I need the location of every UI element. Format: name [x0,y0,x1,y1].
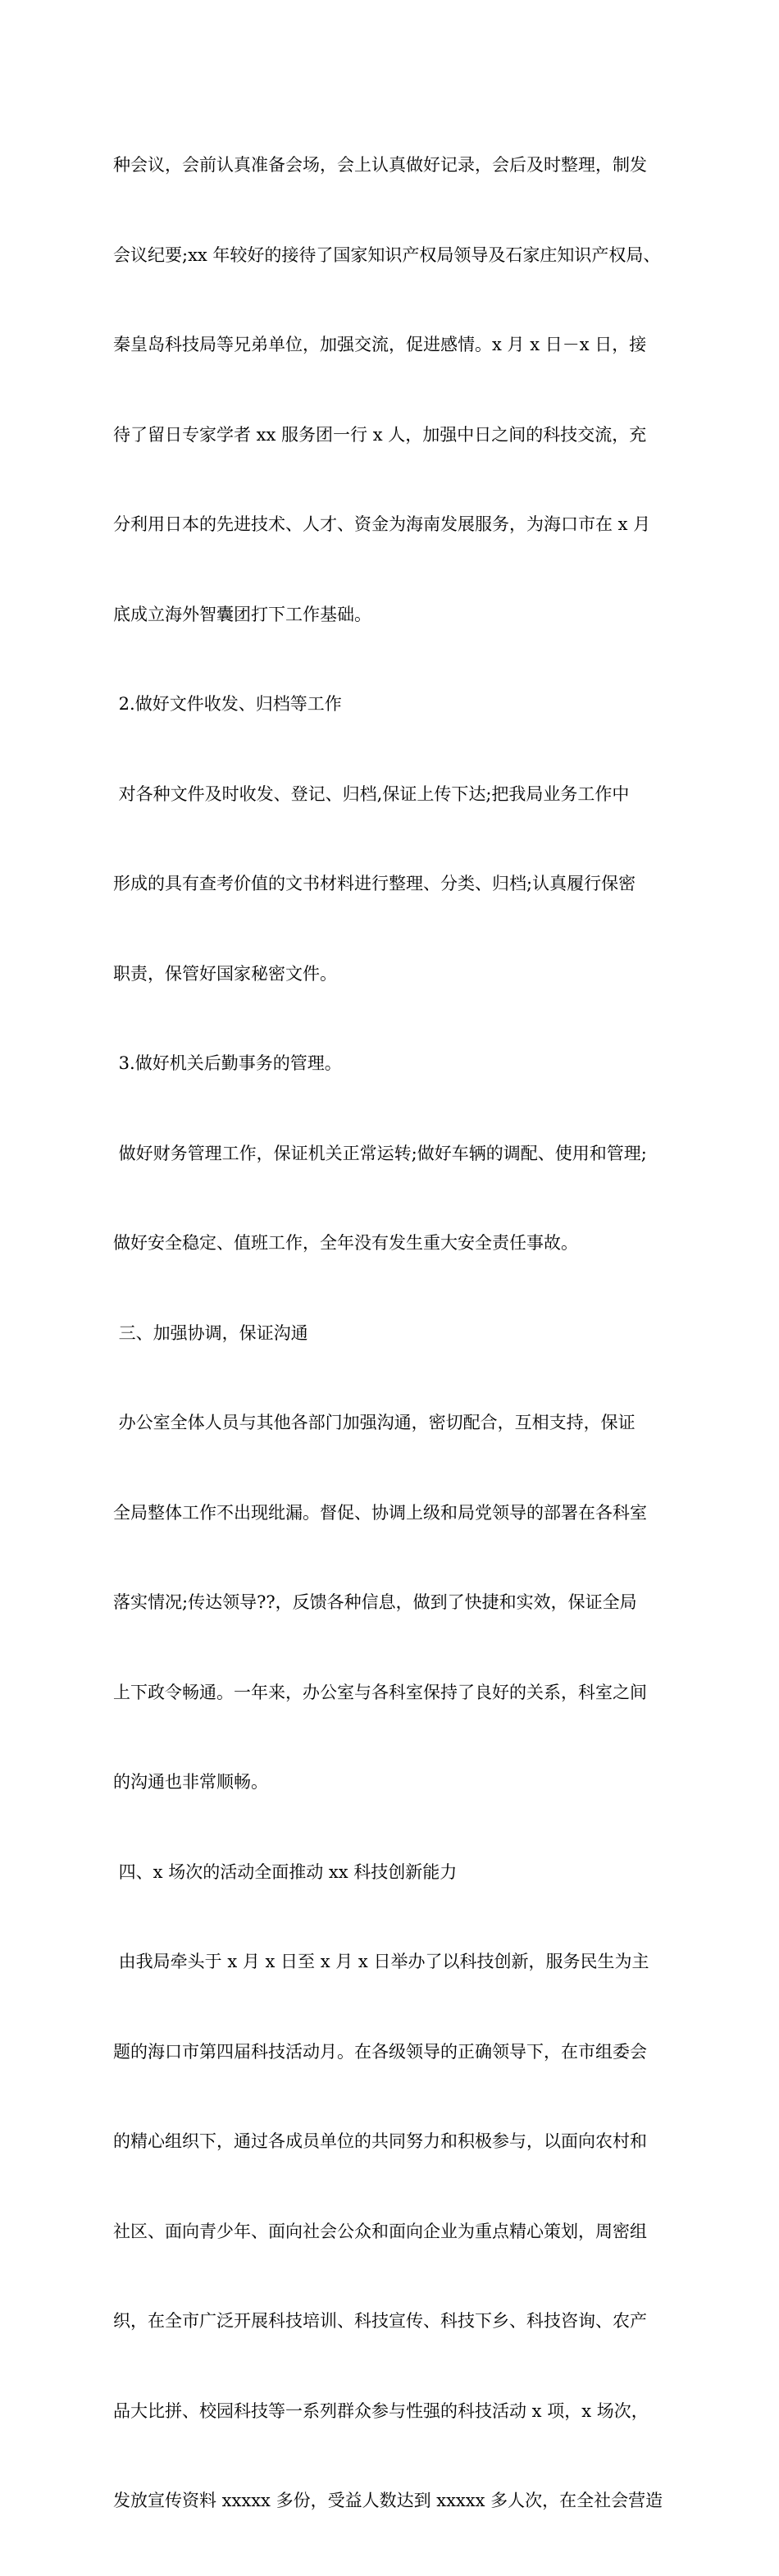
section-heading: 3.做好机关后勤事务的管理。 [113,1053,342,1073]
text-line: 社区、面向青少年、面向社会公众和面向企业为重点精心策划，周密组 [113,2221,647,2241]
section-heading: 2.做好文件收发、归档等工作 [113,694,342,714]
text-line: 对各种文件及时收发、登记、归档,保证上传下达;把我局业务工作中 [113,783,630,804]
text-line: 做好安全稳定、值班工作，全年没有发生重大安全责任事故。 [113,1233,578,1253]
text-line: 秦皇岛科技局等兄弟单位，加强交流，促进感情。x 月 x 日－x 日，接 [113,335,647,354]
text-line: 办公室全体人员与其他各部门加强沟通，密切配合，互相支持，保证 [113,1413,636,1432]
text-line: 织，在全市广泛开展科技培训、科技宣传、科技下乡、科技咨询、农产 [113,2311,647,2331]
text-line: 职责，保管好国家秘密文件。 [113,963,337,984]
text-line: 分利用日本的先进技术、人才、资金为海南发展服务，为海口市在 x 月 [113,514,651,534]
section-heading: 四、x 场次的活动全面推动 xx 科技创新能力 [113,1861,458,1882]
text-line: 全局整体工作不出现纰漏。督促、协调上级和局党领导的部署在各科室 [113,1502,647,1523]
text-line: 落实情况;传达领导??，反馈各种信息，做到了快捷和实效，保证全局 [113,1592,637,1612]
text-line: 种会议，会前认真准备会场，会上认真做好记录，会后及时整理，制发 [113,155,647,175]
text-line: 会议纪要;xx 年较好的接待了国家知识产权局领导及石家庄知识产权局、 [113,244,661,265]
section-heading: 三、加强协调，保证沟通 [113,1322,308,1343]
text-line: 的沟通也非常顺畅。 [113,1772,268,1792]
text-line: 底成立海外智囊团打下工作基础。 [113,604,371,624]
text-line: 由我局牵头于 x 月 x 日至 x 月 x 日举办了以科技创新，服务民生为主 [113,1952,649,1971]
text-line: 品大比拼、校园科技等一系列群众参与性强的科技活动 x 项，x 场次， [113,2400,649,2421]
document-body [113,90,679,2576]
text-line: 形成的具有查考价值的文书材料进行整理、分类、归档;认真履行保密 [113,874,636,893]
text-line: 的精心组织下，通过各成员单位的共同努力和积极参与，以面向农村和 [113,2131,647,2151]
text-line: 做好财务管理工作，保证机关正常运转;做好车辆的调配、使用和管理; [113,1143,647,1163]
document-page [113,90,679,2576]
text-line: 待了留日专家学者 xx 服务团一行 x 人，加强中日之间的科技交流，充 [113,424,647,445]
text-line: 题的海口市第四届科技活动月。在各级领导的正确领导下，在市组委会 [113,2041,647,2062]
text-line: 发放宣传资料 xxxxx 多份，受益人数达到 xxxxx 多人次，在全社会营造 [113,2491,663,2510]
text-line: 上下政令畅通。一年来，办公室与各科室保持了良好的关系，科室之间 [113,1682,647,1702]
